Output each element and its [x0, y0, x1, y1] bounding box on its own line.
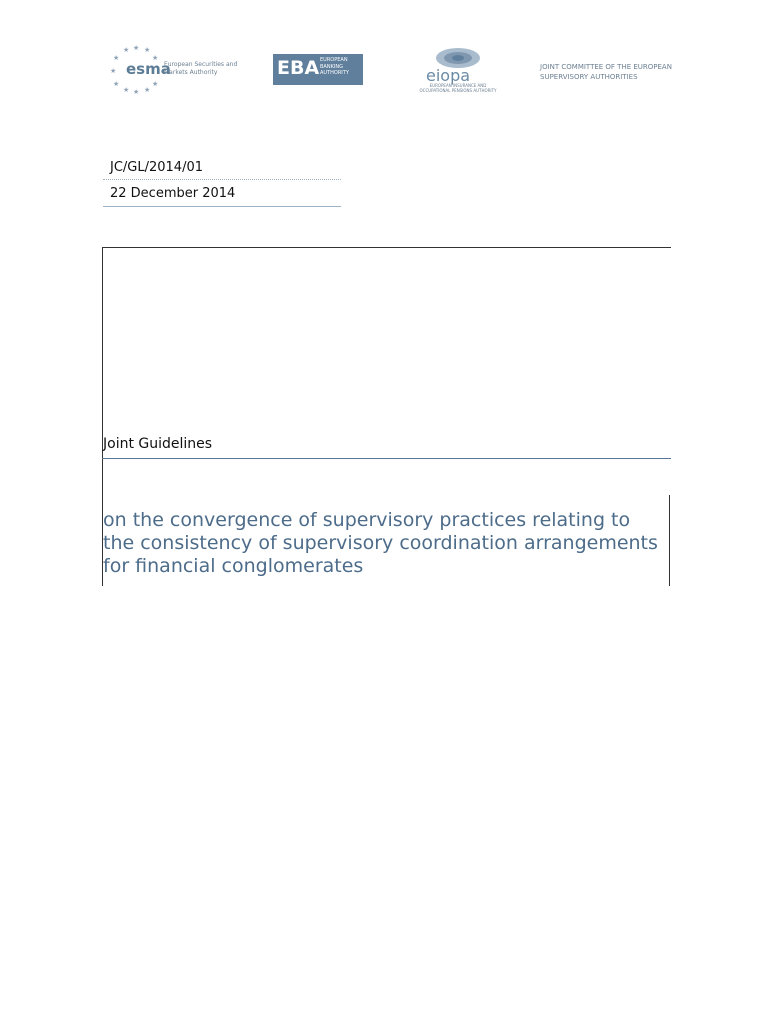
- eiopa-subtitle: EUROPEAN INSURANCE AND OCCUPATIONAL PENSIONS AUTHORITY: [419, 83, 497, 93]
- document-code: JC/GL/2014/01: [110, 160, 203, 175]
- eba-subtitle: EUROPEAN BANKING AUTHORITY: [320, 57, 349, 76]
- document-title: on the convergence of supervisory practices relating to the consistency of supervisory coordination arrangements for financial conglomerates: [103, 509, 658, 577]
- eba-wordmark: EBA: [277, 57, 320, 79]
- joint-committee-title: JOINT COMMITTEE OF THE EUROPEAN SUPERVISORY AUTHORITIES: [540, 63, 672, 81]
- document-date: 22 December 2014: [110, 186, 236, 201]
- document-type-underline: [102, 458, 671, 459]
- svg-text:★: ★: [133, 88, 140, 94]
- svg-text:★: ★: [113, 54, 120, 62]
- frame-top-border: [102, 247, 671, 248]
- svg-text:★: ★: [123, 86, 130, 94]
- svg-text:★: ★: [113, 80, 120, 88]
- svg-text:★: ★: [144, 46, 151, 54]
- svg-text:★: ★: [152, 80, 159, 88]
- eiopa-logo: [416, 46, 500, 94]
- svg-text:★: ★: [110, 67, 117, 75]
- divider: [103, 206, 341, 207]
- svg-text:★: ★: [144, 86, 151, 94]
- eba-logo: [273, 54, 363, 86]
- esma-logo: [108, 44, 238, 94]
- divider: [103, 179, 341, 180]
- frame-right-border: [669, 495, 670, 586]
- svg-text:★: ★: [133, 44, 140, 52]
- document-type: Joint Guidelines: [103, 436, 213, 452]
- svg-text:★: ★: [123, 46, 130, 54]
- eiopa-wordmark: eiopa: [426, 66, 471, 85]
- esma-subtitle: European Securities and Markets Authority: [164, 61, 238, 76]
- esma-wordmark: esma: [126, 60, 171, 78]
- svg-text:★: ★: [152, 54, 159, 62]
